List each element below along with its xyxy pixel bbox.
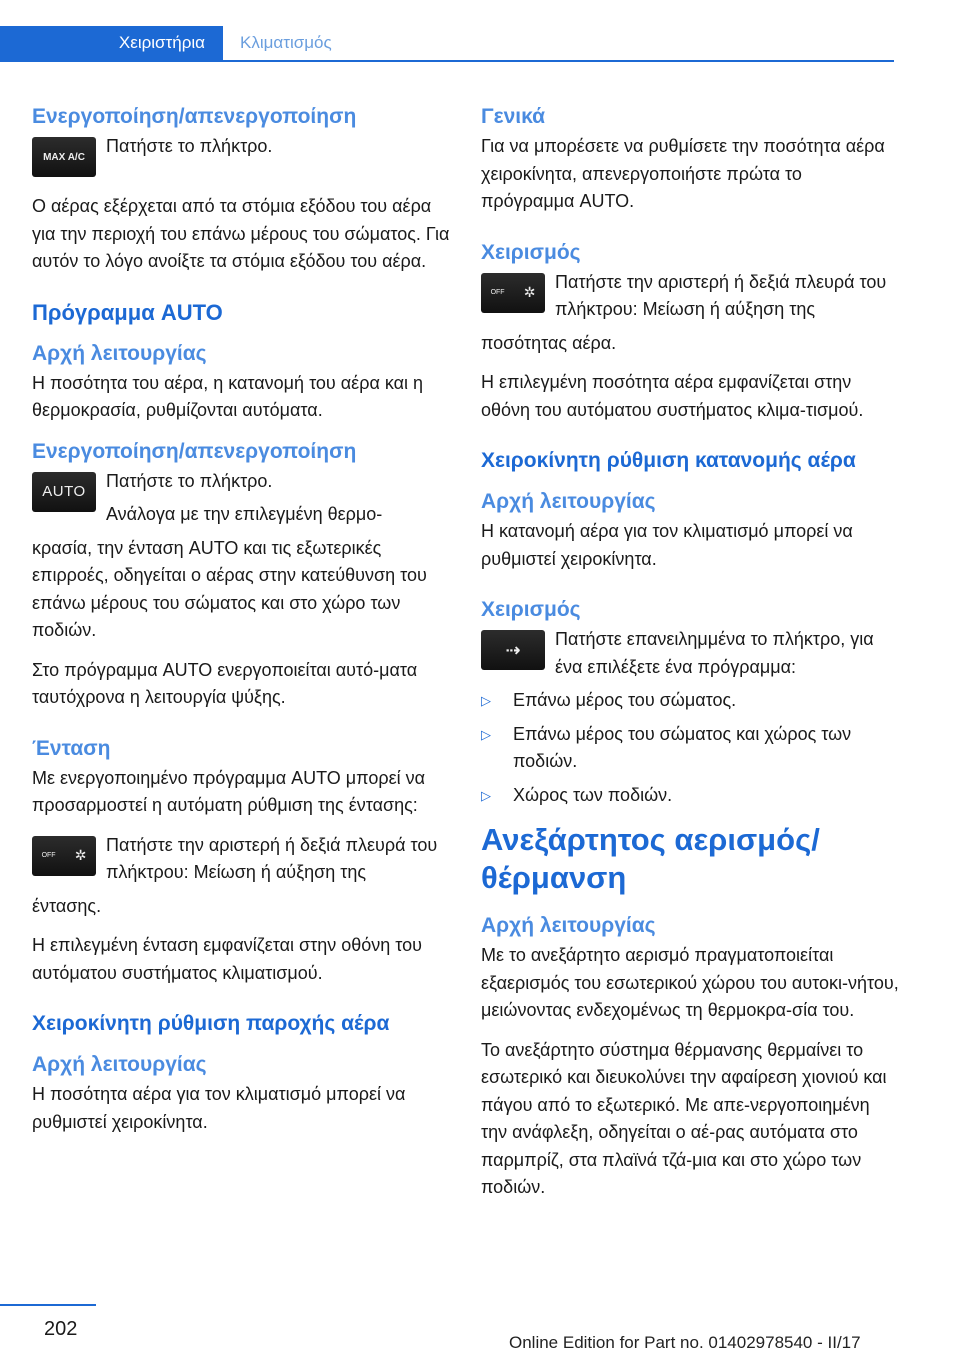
heating-text: Το ανεξάρτητο σύστημα θέρμανσης θερμαίνει το εσωτερικό και διευκολύνει την αφαίρεση χιονιού και πάγου από το εξωτερικό. Με απε-νεργοποιημένη την ανάφλεξη, οδηγείται ο αέ-ρας αυτόματα στο παρμπρίζ, στα πλαϊνά τζά-μια και στο χώρο των ποδιών. (481, 1039, 887, 1197)
max-ac-row (32, 133, 450, 177)
press-text-2: Πατήστε το πλήκτρο. Ανάλογα με την επιλεγμένη θερμο- (106, 470, 383, 524)
intensity-row (32, 832, 450, 887)
principle-text-2: Η ποσότητα αέρα για τον κλιματισμό μπορεί να ρυθμιστεί χειροκίνητα. (32, 1084, 406, 1132)
press-text: Πατήστε το πλήκτρο. (106, 136, 273, 156)
auto-button-icon: AUTO (32, 472, 96, 512)
tab-controls[interactable]: Χειριστήρια (0, 26, 223, 60)
heading-on-off: Ενεργοποίηση/απενεργοποίηση (32, 105, 357, 128)
right-column (481, 102, 899, 1214)
header-tabs (0, 26, 894, 62)
air-distribution-icon: ⇢ (481, 630, 545, 670)
heading-on-off-2: Ενεργοποίηση/απενεργοποίηση (32, 439, 357, 463)
auto-desc-text: κρασία, την ένταση AUTO και τις εξωτερικές επιρροές, οδηγείται ο αέρας στην κατεύθυνση του επάνω μέρους του σώματος και στο χώρο των ποδιών. (32, 537, 427, 640)
list-item: ▷ Επάνω μέρος του σώματος και χώρος των ποδιών. (481, 721, 899, 776)
heading-principle-3: Αρχή λειτουργίας (481, 490, 656, 513)
fan-button-icon-2: OFF ✲ (481, 273, 545, 313)
dist-row (481, 626, 899, 681)
left-column (32, 102, 450, 1148)
heading-auto-program: Πρόγραμμα AUTO (32, 299, 223, 325)
fan-button-icon: OFF ✲ (32, 836, 96, 876)
triangle-bullet-icon: ▷ (481, 726, 491, 742)
triangle-bullet-icon: ▷ (481, 693, 491, 708)
principle-text-4: Με το ανεξάρτητο αερισμό πραγματοποιείται εξαερισμός του εσωτερικού χώρου του αυτοκι-νήτου, μειώνοντας ενδεχομένως τη θερμοκρα-σία του. (481, 945, 899, 1020)
list-item: ▷ Επάνω μέρος του σώματος. (481, 687, 899, 715)
heading-intensity: Ένταση (32, 736, 111, 760)
heading-operation-2: Χειρισμός (481, 598, 581, 621)
edition-note: Online Edition for Part no. 01402978540 - II/17 (509, 1333, 861, 1352)
page-number: 202 (44, 1318, 78, 1340)
max-ac-button-icon: MAX A/C (32, 137, 96, 177)
intensity-btn-text: Πατήστε την αριστερή ή δεξιά πλευρά του πλήκτρου: Μείωση ή αύξηση της (106, 834, 438, 882)
heading-operation: Χειρισμός (481, 240, 581, 264)
program-list (481, 687, 899, 809)
auto-cool-text: Στο πρόγραμμα AUTO ενεργοποιείται αυτό-ματα ταυτόχρονα η λειτουργία ψύξης. (32, 659, 418, 707)
heading-manual-distribution: Χειροκίνητη ρύθμιση κατανομής αέρα (481, 449, 856, 472)
triangle-bullet-icon: ▷ (481, 787, 491, 803)
general-text: Για να μπορέσετε να ρυθμίσετε την ποσότητα αέρα χειροκίνητα, απενεργοποιήστε πρώτα το πρόγραμμα AUTO. (481, 136, 885, 211)
op1-display-text: Η επιλεγμένη ποσότητα αέρα εμφανίζεται στην οθόνη του αυτόματου συστήματος κλιμα-τισμού. (481, 372, 864, 420)
tab-climate[interactable]: Κλιματισμός (240, 33, 332, 52)
heading-independent: Ανεξάρτητος αερισμός/θέρμανση (481, 822, 820, 895)
heading-general: Γενικά (481, 105, 546, 128)
op1-btn-text: Πατήστε την αριστερή ή δεξιά πλευρά του πλήκτρου: Μείωση ή αύξηση της (555, 271, 887, 319)
intensity-text: Με ενεργοποιημένο πρόγραμμα AUTO μπορεί να προσαρμοστεί η αυτόματη ρύθμιση της έντασης: (32, 767, 426, 815)
op1-btn-text-wrap: ποσότητας αέρα. (481, 332, 617, 353)
intensity-display-text: Η επιλεγμένη ένταση εμφανίζεται στην οθόνη του αυτόματου συστήματος κλιματισμού. (32, 935, 422, 983)
fan-row (481, 269, 899, 324)
footer-bar (0, 1304, 96, 1306)
air-outlet-text: Ο αέρας εξέρχεται από τα στόμια εξόδου του αέρα για την περιοχή του επάνω μέρους του σώματος. Για αυτόν το λόγο ανοίξτε τα στόμια εξόδου του αέρα. (32, 196, 450, 271)
heading-principle: Αρχή λειτουργίας (32, 341, 207, 365)
auto-row (32, 468, 450, 529)
heading-manual-flow: Χειροκίνητη ρύθμιση παροχής αέρα (32, 1012, 390, 1035)
intensity-btn-text-wrap: έντασης. (32, 895, 102, 916)
op2-btn-text: Πατήστε επανειλημμένα το πλήκτρο, για ένα επιλέξετε ένα πρόγραμμα: (555, 629, 874, 677)
heading-principle-2: Αρχή λειτουργίας (32, 1053, 207, 1076)
heading-principle-4: Αρχή λειτουργίας (481, 914, 656, 937)
list-item: ▷ Χώρος των ποδιών. (481, 782, 899, 810)
principle-text-3: Η κατανομή αέρα για τον κλιματισμό μπορεί να ρυθμιστεί χειροκίνητα. (481, 521, 853, 569)
principle-text: Η ποσότητα του αέρα, η κατανομή του αέρα και η θερμοκρασία, ρυθμίζονται αυτόματα. (32, 372, 424, 420)
